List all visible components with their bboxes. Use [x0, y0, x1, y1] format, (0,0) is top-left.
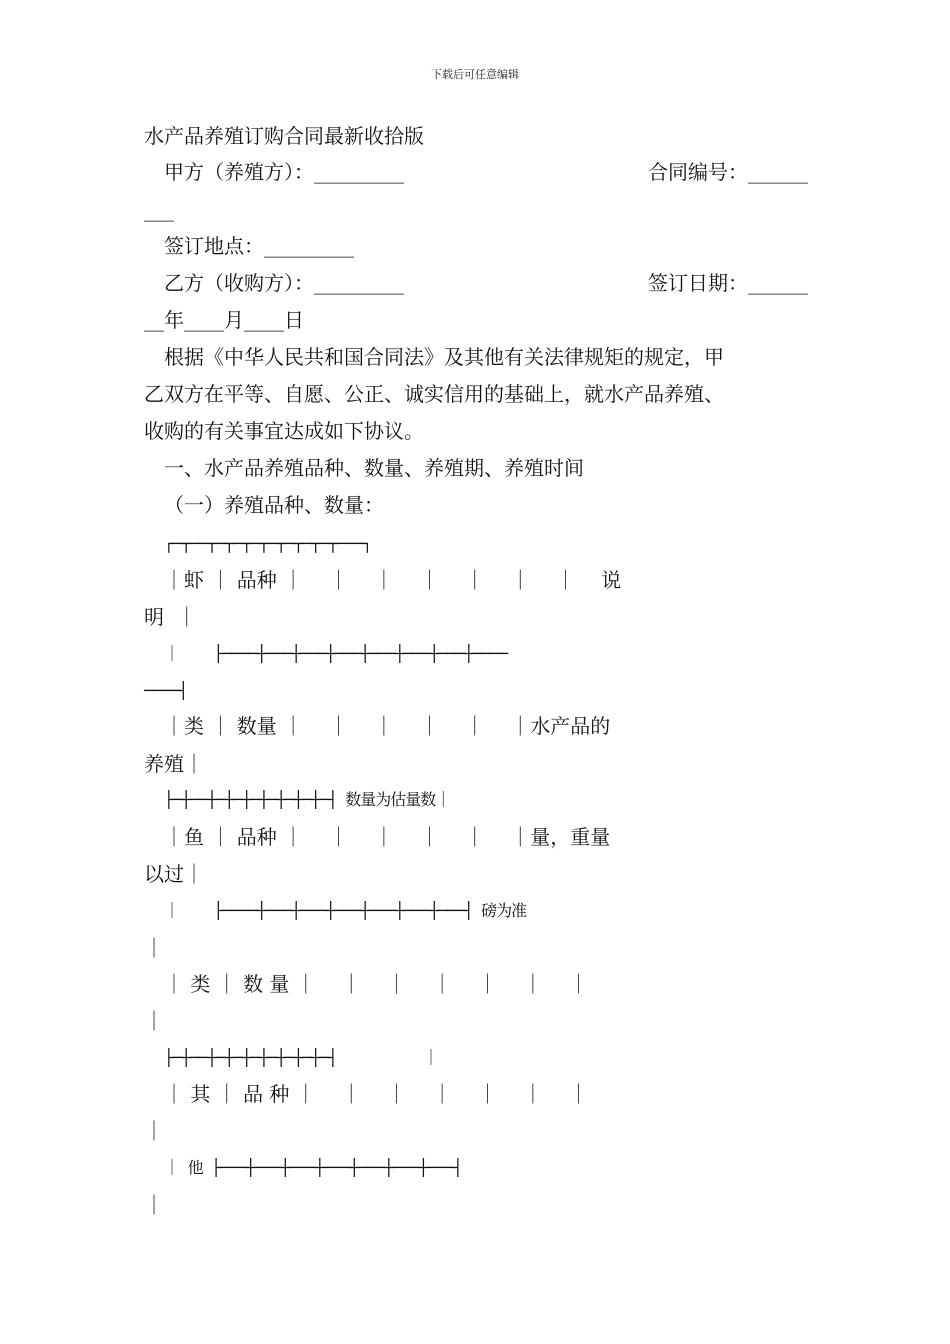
table-line: ├─┼──┼─┼─┼─┼─┼─┼─┼─┤ ｜ [164, 1048, 438, 1067]
section-heading-1: 一、水产品养殖品种、数量、养殖期、养殖时间 [164, 456, 584, 480]
sign-date-continuation: __年____月____日 [144, 308, 304, 332]
table-line: 明 ｜ [144, 605, 197, 629]
document-title: 水产品养殖订购合同最新收拾版 [144, 124, 424, 148]
table-line: ｜类 ｜ 数量 ｜ ｜ ｜ ｜ ｜ ｜水产品的 [164, 714, 611, 738]
paragraph-line-3: 收购的有关事宜达成如下协议。 [144, 419, 424, 443]
table-line: ｜虾 ｜ 品种 ｜ ｜ ｜ ｜ ｜ ｜ ｜ 说 [164, 568, 622, 592]
table-line: ｜ ├────┼───┼───┼───┼───┼───┼───┤ 磅为准 [164, 901, 527, 920]
table-line: ｜ 其 ｜ 品 种 ｜ ｜ ｜ ｜ ｜ ｜ ｜ [164, 1082, 589, 1106]
party-a-field: 甲方（养殖方）：_________ [164, 160, 404, 184]
table-line: ｜ 他 ├───┼───┼───┼───┼───┼───┼───┤ [164, 1158, 462, 1177]
sign-date-field: 签订日期：______ [648, 271, 808, 295]
table-line: ｜ [144, 936, 164, 960]
table-line: ────┤ [144, 681, 188, 700]
header-note: 下载后可任意编辑 [431, 68, 519, 81]
contract-number-continuation: ___ [144, 198, 174, 222]
table-line: ｜鱼 ｜ 品种 ｜ ｜ ｜ ｜ ｜ ｜量，重量 [164, 825, 611, 849]
table-line: 养殖｜ [144, 752, 204, 776]
table-line: ┌─┬──┬─┬─┬─┬─┬─┬─┬─┬───┐ [164, 534, 372, 553]
party-b-row [164, 270, 808, 296]
party-a-row [164, 159, 808, 185]
table-line: ├─┼──┼─┼─┼─┼─┼─┼─┼─┤ 数量为估量数｜ [164, 790, 451, 809]
table-line: ｜ [144, 1119, 164, 1143]
sign-place-field: 签订地点：_________ [164, 234, 354, 258]
contract-number-field: 合同编号：______ [648, 160, 808, 184]
party-b-field: 乙方（收购方）：_________ [164, 271, 404, 295]
paragraph-line-2: 乙双方在平等、自愿、公正、诚实信用的基础上，就水产品养殖、 [144, 382, 724, 406]
subsection-heading-1: （一）养殖品种、数量： [164, 493, 384, 517]
paragraph-line-1: 根据《中华人民共和国合同法》及其他有关法律规矩的规定，甲 [164, 345, 724, 369]
table-line: ｜ [144, 1009, 164, 1033]
table-line: ｜ [144, 1193, 164, 1217]
table-line: ｜ ├────┼───┼───┼───┼───┼───┼───┼──── [164, 644, 508, 663]
table-line: 以过｜ [144, 862, 204, 886]
table-line: ｜ 类 ｜ 数 量 ｜ ｜ ｜ ｜ ｜ ｜ ｜ [164, 972, 589, 996]
